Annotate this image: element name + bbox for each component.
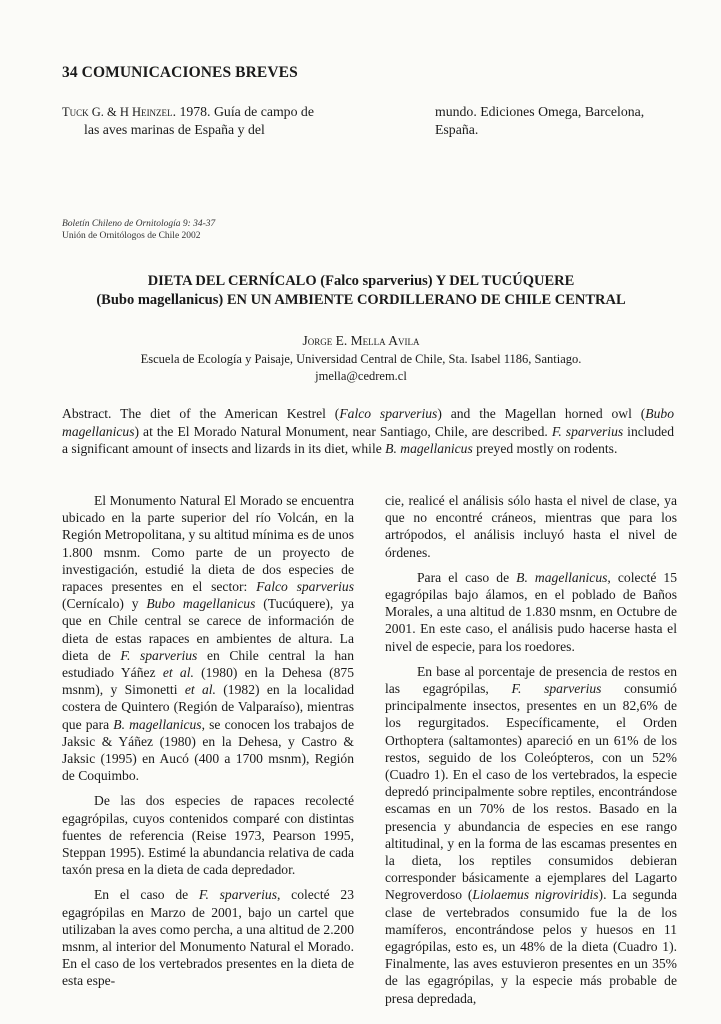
reference-text-line2: las aves marinas de España y del — [84, 122, 265, 137]
paragraph: cie, realicé el análisis sólo hasta el nivel de clase, ya que no encontré cráneos, mientras que para los artrópodos, el análisis incluyó hasta el nivel de órdenes. — [385, 493, 677, 560]
title-text: ( — [96, 292, 102, 308]
body-column-left — [62, 492, 354, 998]
species-name: Falco sparverius — [339, 406, 438, 421]
reference-text: . 1978. Guía de campo de — [172, 104, 314, 119]
body-column-right — [385, 492, 677, 1015]
abstract-text: included a significant amount of insects and lizards in its diet, while — [62, 423, 674, 456]
species-name: B. magellanicus — [385, 441, 473, 456]
paragraph: El Monumento Natural El Morado se encuentra ubicado en la parte superior del río Volcán, en la Región Metropolitana, y su altitud mínima es de unos 1.800 msnm. Como parte de un proyecto de investigación, estudié la dieta de dos especies de rapaces presentes en el sector: Falco sparverius (Cernícalo) y Bubo magellanicus (Tucúquere), ya que en Chile central se carece de información de dieta de estas rapaces en ambientes de altura. La dieta de F. sparverius en Chile central la han estudiado Yáñez et al. (1980) en la Dehesa (875 msnm), y Simonetti et al. (1982) en la localidad costera de Quintero (Región de Valparaíso), mientras que para B. magellanicus, se conocen los trabajos de Jaksic & Yáñez (1980) en la Dehesa, y Castro & Jaksic (1995) en Aucó (400 a 1700 msnm), Región de Coquimbo. — [62, 493, 355, 784]
journal-name: Boletín Chileno de Ornitología 9: 34-37 — [62, 219, 216, 229]
species-name: Bubo magellanicus — [62, 406, 674, 439]
title-text: DIETA DEL CERNÍCALO ( — [147, 273, 326, 289]
reference-entry — [62, 103, 367, 139]
paragraph: De las dos especies de rapaces recolecté egagrópilas, cuyos contenidos comparé con distintas fuentes de referencia (Reise 1973, Pearson 1995, Steppan 1995). Estimé la abundancia relativa de cada taxón presa en la dieta de cada depredador. — [62, 793, 354, 878]
paragraph: En base al porcentaje de presencia de restos en las egagrópilas, F. sparverius consumió principalmente insectos, presentes en un 82,6% de los regurgitados. Específicamente, el Orden Orthoptera (saltamontes) apareció en un 61% de los restos, seguido de los Coleópteros, con un 52% (Cuadro 1). En el caso de los vertebrados, la especie depredó principalmente sobre reptiles, encontrándose escamas en un 70% de los restos. Basado en la presencia y abundancia de especies en ese rango altitudinal, y en la forma de las escamas presentes en la dieta, los reptiles consumidos debieran corresponder básicamente a ejemplares del Lagarto Negroverdoso (Liolaemus nigroviridis). La segunda clase de vertebrados consumido fue la de los mamíferos, encontrándose pelos y huesos en 11 egagrópilas, esto es, un 48% de la dieta (Cuadro 1). Finalmente, las aves estuvieron presentes en un 35% de las egagrópilas, y la especie más probable de presa depredada, — [385, 663, 678, 1006]
abstract-text: preyed mostly on rodents. — [472, 441, 618, 456]
journal-publisher: Unión de Ornitólogos de Chile 2002 — [62, 231, 201, 241]
reference-authors: Tuck G. & H Heinzel — [62, 105, 173, 119]
title-species-1: Falco sparverius — [325, 273, 428, 289]
abstract-text: ) and the Magellan horned owl ( — [437, 406, 646, 421]
author-email: jmella@cedrem.cl — [315, 369, 407, 383]
author-affiliation — [70, 351, 652, 385]
abstract-text: Abstract. The diet of the American Kestrel ( — [62, 406, 340, 421]
abstract — [62, 405, 674, 458]
reference-entry-continued — [435, 103, 685, 139]
affiliation-text: Escuela de Ecología y Paisaje, Universidad Central de Chile, Sta. Isabel 1186, Santiago. — [140, 352, 582, 366]
reference-text-line3: mundo. Ediciones Omega, Barcelona, — [435, 104, 645, 119]
reference-text-line4: España. — [435, 122, 479, 137]
journal-citation — [62, 218, 215, 242]
title-species-2: Bubo magellanicus — [101, 292, 219, 308]
running-head: 34 COMUNICACIONES BREVES — [62, 64, 298, 81]
title-text: ) EN UN AMBIENTE CORDILLERANO DE CHILE CENTRAL — [218, 292, 626, 308]
paragraph: Para el caso de B. magellanicus, colecté 15 egagrópilas bajo álamos, en el poblado de Baños Morales, a una altitud de 1.830 msnm, en Octubre de 2001. En este caso, el análisis pudo hacerse hasta el nivel de especie, para los roedores. — [385, 569, 678, 654]
article-title — [70, 272, 652, 310]
author-name: Jorge E. Mella Avila — [302, 333, 420, 348]
title-text: ) Y DEL TUCÚQUERE — [427, 273, 575, 289]
abstract-text: ) at the El Morado Natural Monument, near Santiago, Chile, are described. — [134, 423, 552, 439]
species-name: F. sparverius — [551, 423, 624, 439]
paragraph: En el caso de F. sparverius, colecté 23 egagrópilas en Marzo de 2001, bajo un cartel que utilizaban la aves como percha, a una altitud de 2.200 msnm, al interior del Monumento Natural el Morado. En el caso de los vertebrados presentes en la dieta de esta espe- — [62, 887, 354, 989]
